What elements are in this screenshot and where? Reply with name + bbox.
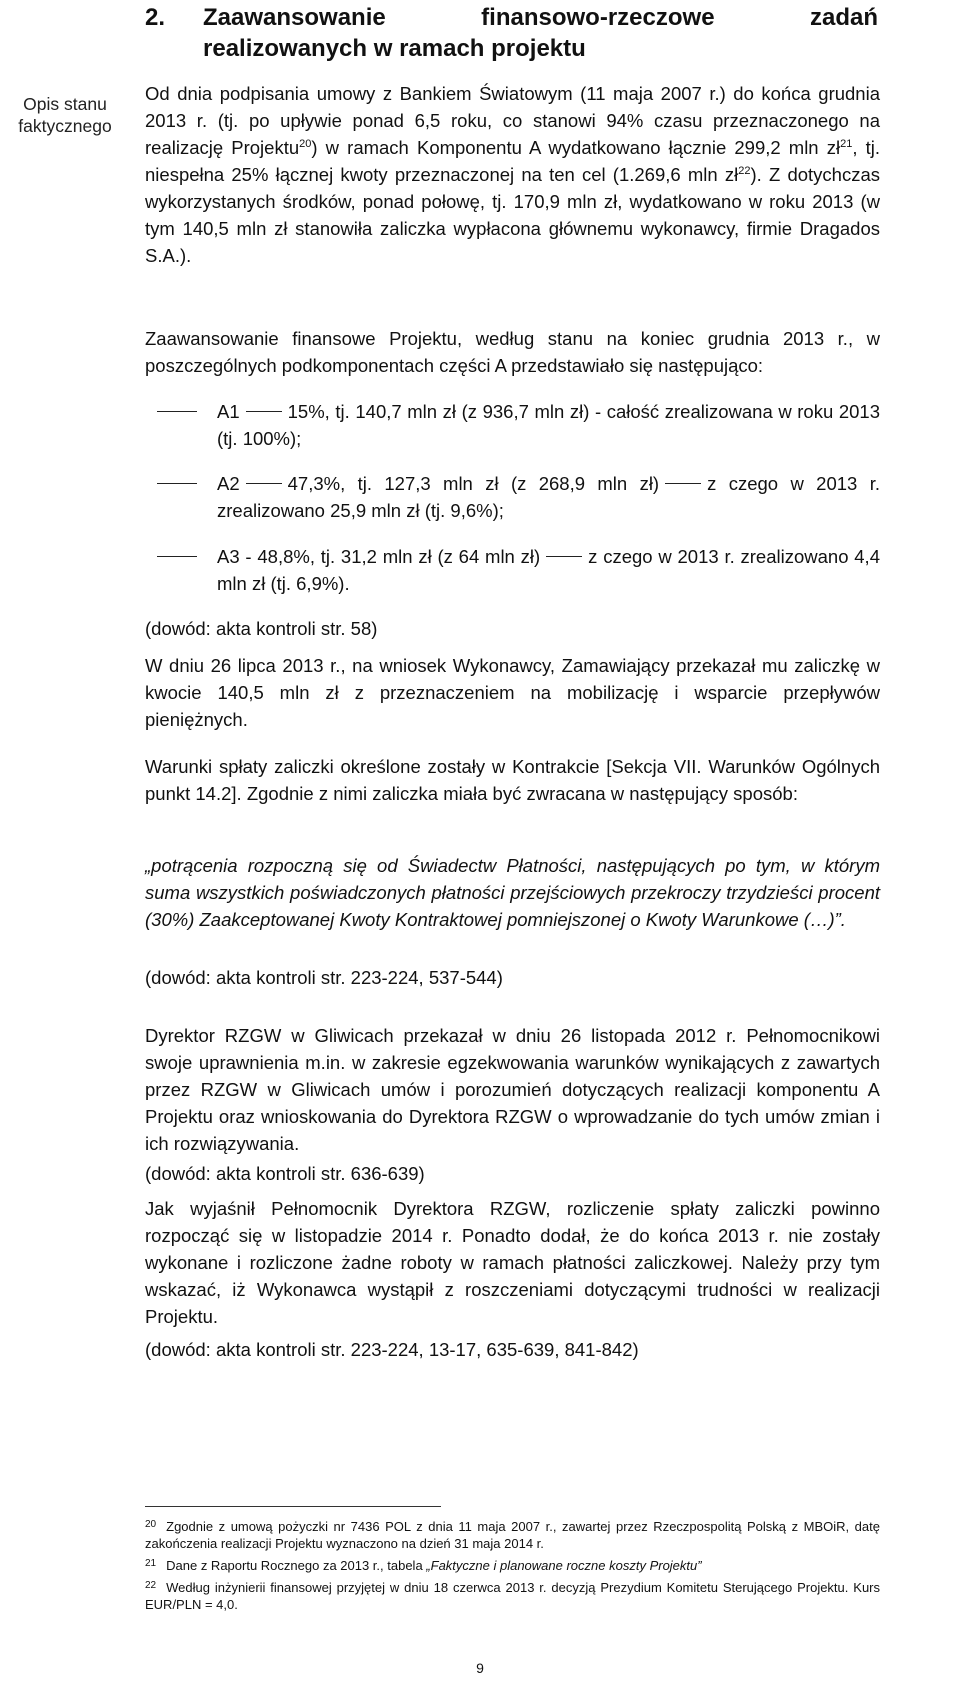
- evidence-3: [145, 1160, 880, 1187]
- bullet-list-2: [145, 470, 880, 524]
- para6-text: Jak wyjaśnił Pełnomocnik Dyrektora RZGW, rozliczenie spłaty zaliczki powinno rozpocząć się w listopadzie 2014 r. Ponadto dodał, że do końca 2013 r. nie zostały wykonane i rozliczone żadne roboty w ramach płatności zaliczkowej. Należy przy tym wskazać, iż Wykonawca wystąpił z roszczeniami dotyczącymi trudności w realizacji Projektu.: [145, 1198, 880, 1327]
- footnote-22: [145, 1577, 880, 1613]
- footnote-text: Dane z Raportu Rocznego za 2013 r., tabela: [166, 1558, 427, 1573]
- paragraph-1: [145, 80, 880, 269]
- bullet-dash: [157, 556, 197, 557]
- inline-dash: [246, 411, 282, 412]
- footnote-20: [145, 1516, 880, 1552]
- para5-text: Dyrektor RZGW w Gliwicach przekazał w dniu 26 listopada 2012 r. Pełnomocnikowi swoje uprawnienia m.in. w zakresie egzekwowania warunków wynikających z zawartych przez RZGW w Gliwicach umów i porozumień dotyczących realizacji komponentu A Projektu oraz wnioskowania do Dyrektora RZGW o wprowadzanie do tych umów zmian i ich rozwiązywania.: [145, 1025, 880, 1154]
- page-number: 9: [476, 1660, 484, 1676]
- para1-text-d: ). Z dotychczas wykorzystanych środków, ponad połowę, tj. 170,9 mln zł, wydatkowano w roku 2013 (w tym 140,5 mln zł stanowiła zaliczka wypłacona głównemu wykonawcy, firmie Dragados S.A.).: [145, 164, 880, 266]
- para2-text: Zaawansowanie finansowe Projektu, według stanu na koniec grudnia 2013 r., w poszczególnych podkomponentach części A przedstawiało się następująco:: [145, 328, 880, 376]
- footnote-number: 20: [145, 1519, 157, 1530]
- bullet-a3: [145, 543, 880, 597]
- paragraph-2: [145, 325, 880, 379]
- heading-word-3: zadań: [809, 4, 878, 31]
- evidence-2-text: (dowód: akta kontroli str. 223-224, 537-544): [145, 967, 503, 988]
- bullet-dash: [157, 411, 197, 412]
- paragraph-4: [145, 753, 880, 807]
- bullet-list: [145, 398, 880, 452]
- evidence-1: [145, 615, 880, 642]
- bullet-a2-label: A2: [217, 473, 240, 494]
- bullet-dash: [157, 483, 197, 484]
- para3-text: W dniu 26 lipca 2013 r., na wniosek Wykonawcy, Zamawiający przekazał mu zaliczkę w kwocie 140,5 mln zł z przeznaczeniem na mobilizację i wsparcie przepływów pieniężnych.: [145, 655, 880, 730]
- paragraph-5: [145, 1022, 880, 1157]
- bullet-a1-text: 15%, tj. 140,7 mln zł (z 936,7 mln zł) - całość zrealizowana w roku 2013 (tj. 100%);: [217, 401, 880, 449]
- footnote-ref-21[interactable]: 21: [840, 138, 853, 150]
- footnote-number: 21: [145, 1558, 157, 1569]
- side-label: Opis stanu faktycznego: [18, 94, 112, 136]
- quote-block: [145, 852, 880, 933]
- footnote-text: Zgodnie z umową pożyczki nr 7436 POL z dnia 11 maja 2007 r., zawartej przez Rzeczpospolitą Polską z MBOiR, datę zakończenia realizacji Projektu wyznaczono na dzień 31 maja 2014 r.: [145, 1519, 880, 1551]
- paragraph-3: [145, 652, 880, 733]
- inline-dash: [246, 483, 282, 484]
- para1-text-c: , tj. niespełna 25% łącznej kwoty przeznaczonej na ten cel (1.269,6 mln zł: [145, 137, 880, 185]
- heading-word-2: finansowo-rzeczowe: [481, 4, 715, 31]
- bullet-a3-label: A3 - 48,8%, tj. 31,2 mln zł (z 64 mln zł): [217, 546, 541, 567]
- heading-number: 2.: [145, 4, 166, 31]
- heading-word-1: Zaawansowanie: [203, 4, 386, 31]
- evidence-4-text: (dowód: akta kontroli str. 223-224, 13-17, 635-639, 841-842): [145, 1339, 639, 1360]
- footnote-ref-20[interactable]: 20: [299, 138, 312, 150]
- inline-dash: [665, 483, 701, 484]
- evidence-1-text: (dowód: akta kontroli str. 58): [145, 618, 378, 639]
- evidence-2: [145, 964, 880, 991]
- heading-line-2: realizowanych w ramach projektu: [203, 35, 586, 62]
- bullet-list-3: [145, 543, 880, 597]
- bullet-a2: [145, 470, 880, 524]
- footnotes: [145, 1516, 880, 1616]
- footnote-ref-22[interactable]: 22: [738, 165, 751, 177]
- para1-text-b: ) w ramach Komponentu A wydatkowano łącznie 299,2 mln zł: [311, 137, 841, 158]
- bullet-a1-label: A1: [217, 401, 240, 422]
- para1-text-a: Od dnia podpisania umowy z Bankiem Światowym (11 maja 2007 r.) do końca grudnia 2013 r. (tj. po upływie ponad 6,5 roku, co stanowi 94% czasu przeznaczonego na realizację Projektu: [145, 83, 880, 158]
- inline-dash: [546, 556, 582, 557]
- quote-text: „potrącenia rozpoczną się od Świadectw Płatności, następujących po tym, w którym suma wszystkich poświadczonych płatności przejściowych przekroczy trzydzieści procent (30%) Zaakceptowanej Kwoty Kontraktowej pomniejszonej o Kwoty Warunkowe (…)”.: [145, 855, 880, 930]
- footnote-separator: [145, 1506, 441, 1507]
- bullet-a2-text: z czego w 2013 r. zrealizowano 25,9 mln zł (tj. 9,6%);: [217, 473, 880, 521]
- footnote-text-italic: „Faktyczne i planowane roczne koszty Projektu”: [426, 1558, 702, 1573]
- paragraph-6: [145, 1195, 880, 1330]
- evidence-4: [145, 1336, 880, 1363]
- bullet-a2-mid: 47,3%, tj. 127,3 mln zł (z 268,9 mln zł): [287, 473, 660, 494]
- section-heading: [145, 2, 880, 64]
- evidence-3-text: (dowód: akta kontroli str. 636-639): [145, 1163, 425, 1184]
- bullet-a3-text: z czego w 2013 r. zrealizowano 4,4 mln zł (tj. 6,9%).: [217, 546, 880, 594]
- bullet-a1: [145, 398, 880, 452]
- footnote-number: 22: [145, 1580, 157, 1591]
- footnote-21: [145, 1555, 880, 1574]
- para4-text: Warunki spłaty zaliczki określone zostały w Kontrakcie [Sekcja VII. Warunków Ogólnych punkt 14.2]. Zgodnie z nimi zaliczka miała być zwracana w następujący sposób:: [145, 756, 880, 804]
- footnote-text: Według inżynierii finansowej przyjętej w dniu 18 czerwca 2013 r. decyzją Prezydium Komitetu Sterującego Projektu. Kurs EUR/PLN = 4,0.: [145, 1580, 880, 1612]
